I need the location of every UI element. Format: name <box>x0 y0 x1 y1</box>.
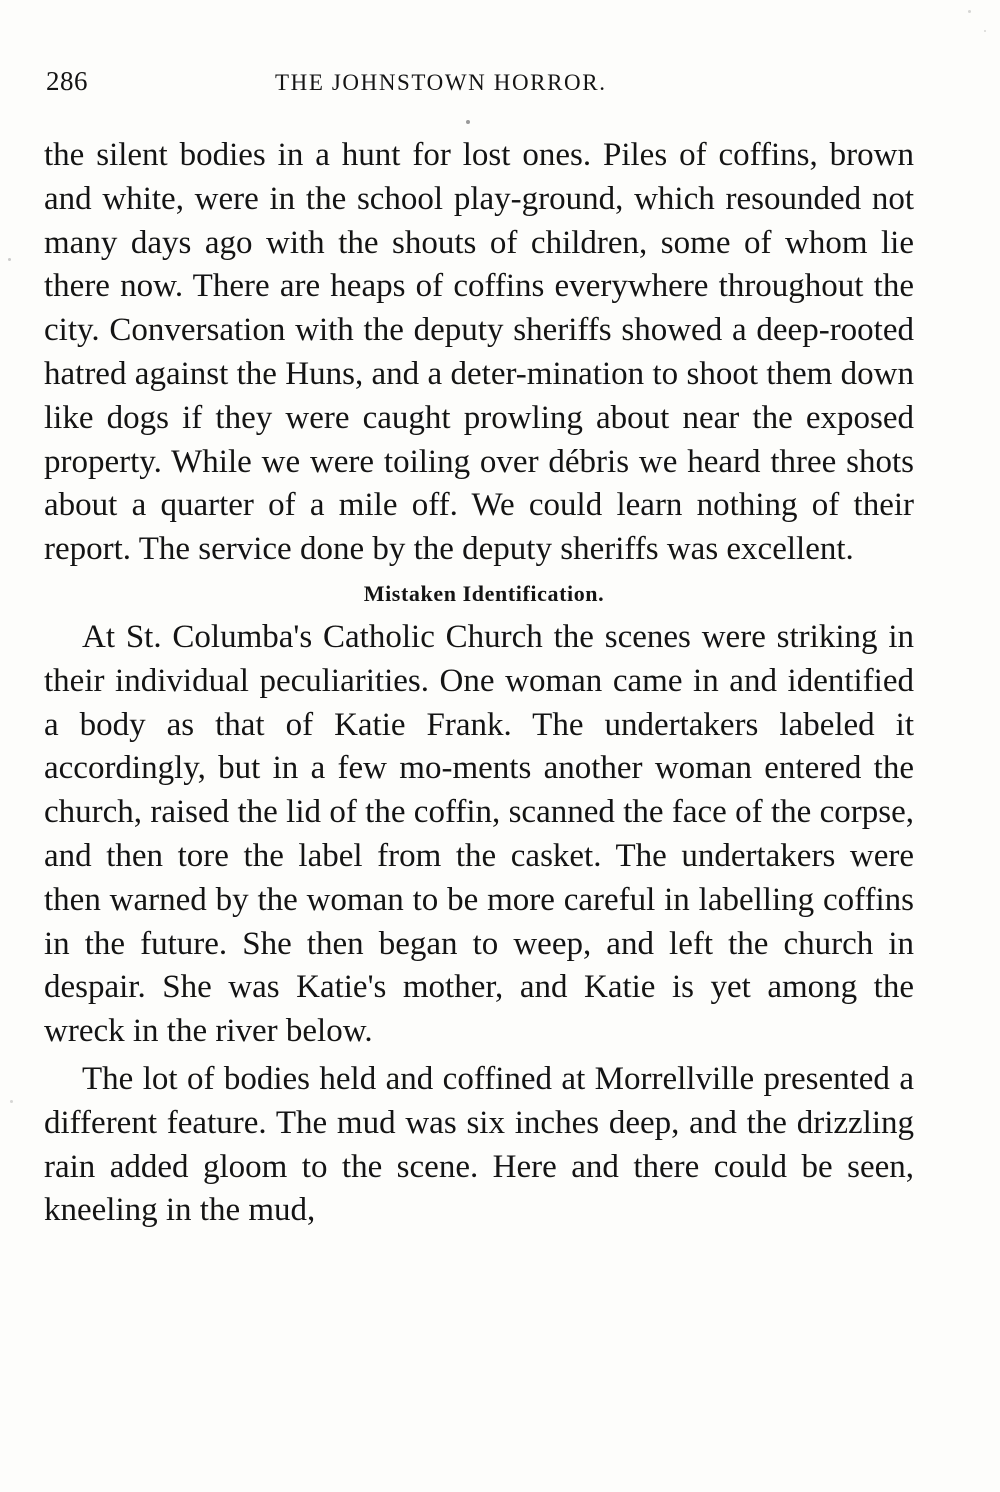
running-title: THE JOHNSTOWN HORROR. <box>275 70 607 95</box>
paragraph-mistaken-identification: At St. Columba's Catholic Church the scenes were striking in their individual peculiarities. One woman came in and identified a body as that of Katie Frank. The undertakers labeled it accordingly, but in a few mo-ments another woman entered the church, raised the lid of the coffin, scanned the face of the corpse, and then tore the label from the casket. The undertakers were then warned by the woman to be more careful in labelling coffins in the future. She then began to weep, and left the church in despair. She was Katie's mother, and Katie is yet among the wreck in the river below. <box>44 618 914 1050</box>
paragraph-morrellville: The lot of bodies held and coffined at Morrellville presented a different feature. The mud was six inches deep, and the drizzling rain added gloom to the scene. Here and there could be seen, kneeling in the mud, <box>44 1060 914 1229</box>
scan-speck <box>466 120 470 124</box>
section-heading: Mistaken Identification. <box>363 580 605 606</box>
paragraph-continued: the silent bodies in a hunt for lost ones. Piles of coffins, brown and white, were in the school play-ground, which resounded not many days ago with the shouts of children, some of whom lie there now. There are heaps of coffins everywhere throughout the city. Conversation with the deputy sheriffs showed a deep-rooted hatred against the Huns, and a deter-mination to shoot them down like dogs if they were caught prowling about near the exposed property. While we were toiling over débris we heard three shots about a quarter of a mile off. We could learn nothing of their report. The service done by the deputy sheriffs was excellent. <box>44 137 914 568</box>
page-number: 286 <box>46 66 88 96</box>
scan-speck <box>984 30 986 32</box>
scan-speck <box>8 258 11 261</box>
scan-speck <box>968 10 971 13</box>
body-text <box>44 134 914 1233</box>
scan-speck <box>10 1100 13 1103</box>
